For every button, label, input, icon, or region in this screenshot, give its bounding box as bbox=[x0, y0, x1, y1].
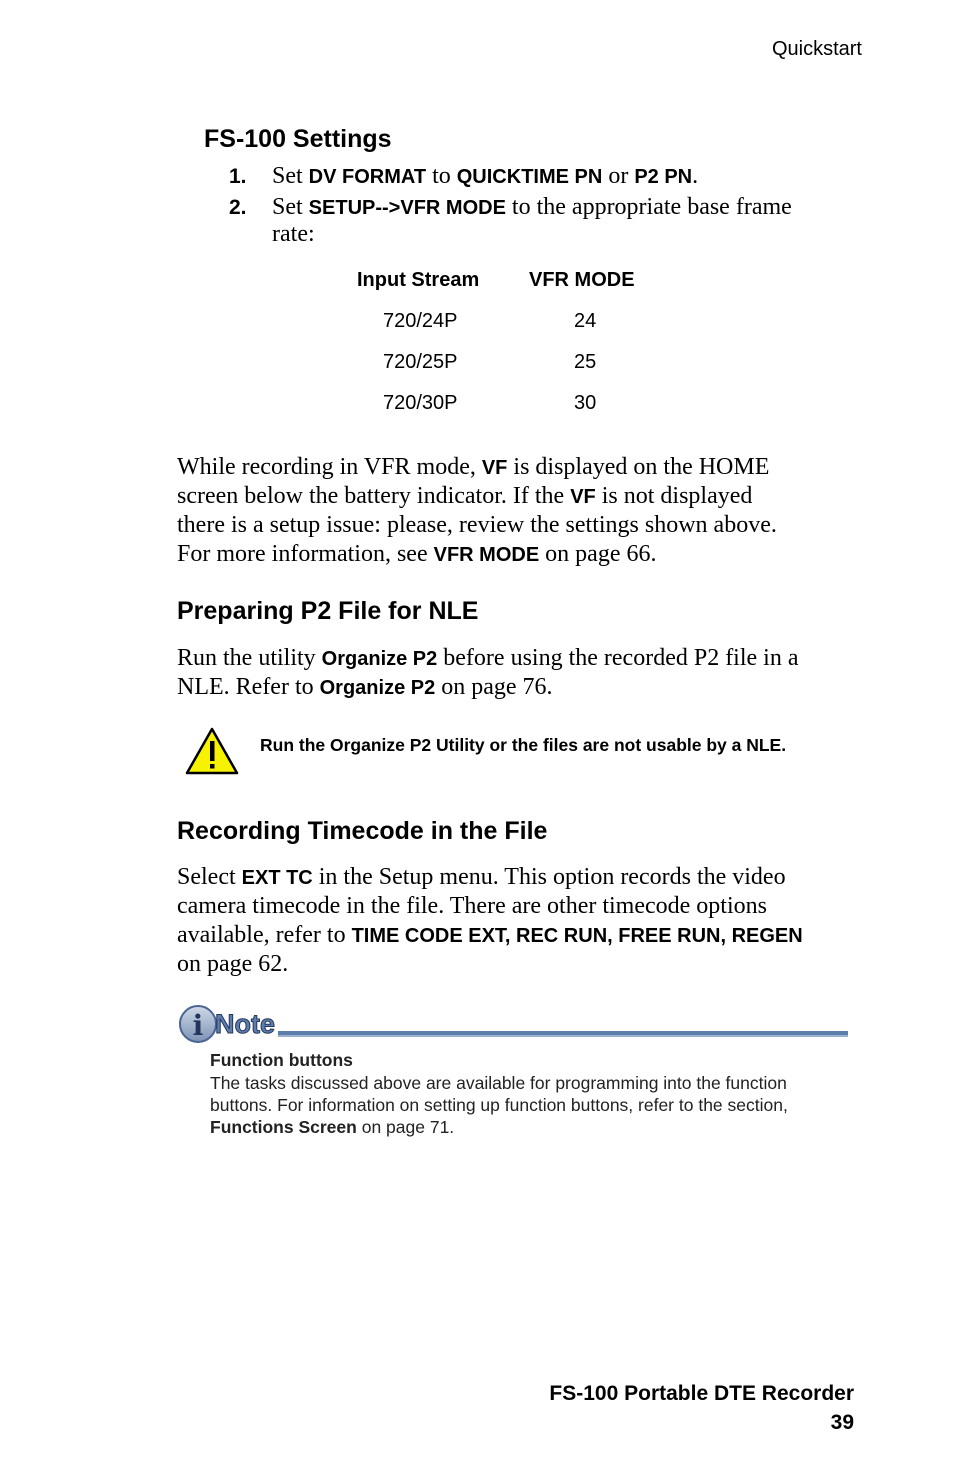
keyword-vf: VF bbox=[481, 457, 508, 479]
text: in the Setup menu. This option records the video bbox=[318, 864, 786, 890]
table-header-input-stream: Input Stream bbox=[357, 269, 480, 291]
note-line: The tasks discussed above are available for programming into the function bbox=[210, 1073, 787, 1093]
step-2 bbox=[229, 193, 792, 223]
paragraph-line bbox=[177, 644, 799, 674]
step-text: Set bbox=[272, 163, 303, 189]
page-number: 39 bbox=[830, 1411, 854, 1434]
step-number: 2. bbox=[229, 196, 247, 219]
table-header-vfr-mode: VFR MODE bbox=[529, 269, 635, 291]
keyword-setup-vfr-mode: SETUP-->VFR MODE bbox=[308, 197, 506, 219]
step-text: . bbox=[692, 163, 699, 189]
running-header: Quickstart bbox=[771, 38, 862, 60]
section-heading-p2: Preparing P2 File for NLE bbox=[177, 597, 479, 625]
paragraph-line bbox=[177, 673, 553, 703]
table-cell-vfr: 25 bbox=[574, 351, 597, 373]
note-line: buttons. For information on setting up function buttons, refer to the section, bbox=[210, 1095, 788, 1115]
section-heading-fs100-settings: FS-100 Settings bbox=[204, 125, 392, 153]
section-heading-timecode: Recording Timecode in the File bbox=[177, 817, 548, 845]
text: on page 66. bbox=[545, 541, 657, 567]
svg-text:i: i bbox=[192, 1009, 204, 1042]
paragraph-line bbox=[177, 863, 786, 893]
keyword-ext-tc: EXT TC bbox=[241, 867, 313, 889]
text: screen below the battery indicator. If the bbox=[177, 483, 565, 509]
paragraph-line: camera timecode in the file. There are other timecode options bbox=[177, 893, 767, 919]
step-text: to bbox=[432, 163, 451, 189]
link-vfr-mode[interactable]: VFR MODE bbox=[433, 544, 540, 566]
paragraph-line bbox=[177, 540, 656, 570]
table-cell-vfr: 24 bbox=[574, 310, 597, 332]
step-text: to the appropriate base frame bbox=[511, 194, 792, 220]
footer-product: FS-100 Portable DTE Recorder bbox=[549, 1382, 854, 1405]
text: is not displayed bbox=[601, 483, 753, 509]
keyword-quicktime-pn: QUICKTIME PN bbox=[456, 166, 603, 188]
text: While recording in VFR mode, bbox=[177, 454, 476, 480]
keyword-p2-pn: P2 PN bbox=[634, 166, 693, 188]
text: NLE. Refer to bbox=[177, 674, 314, 700]
warning-text: Run the Organize P2 Utility or the files are not usable by a NLE. bbox=[260, 735, 787, 755]
text: available, refer to bbox=[177, 922, 346, 948]
paragraph-line bbox=[177, 482, 752, 512]
link-functions-screen[interactable]: Functions Screen bbox=[210, 1117, 357, 1137]
link-organize-p2[interactable]: Organize P2 bbox=[319, 677, 436, 699]
table-cell-input: 720/30P bbox=[383, 392, 458, 414]
text: before using the recorded P2 file in a bbox=[443, 645, 799, 671]
table-cell-input: 720/25P bbox=[383, 351, 458, 373]
table-cell-vfr: 30 bbox=[574, 392, 597, 414]
step-number: 1. bbox=[229, 165, 247, 188]
keyword-vf: VF bbox=[570, 486, 596, 508]
note-line bbox=[210, 1117, 454, 1139]
warning-icon bbox=[185, 727, 239, 775]
paragraph-line: on page 62. bbox=[177, 951, 289, 977]
paragraph-line bbox=[177, 921, 803, 951]
text: Select bbox=[177, 864, 236, 890]
keyword-organize-p2: Organize P2 bbox=[321, 648, 438, 670]
keyword-dv-format: DV FORMAT bbox=[308, 166, 427, 188]
text: on page 76. bbox=[441, 674, 553, 700]
text: Run the utility bbox=[177, 645, 316, 671]
note-title: Function buttons bbox=[210, 1050, 353, 1070]
paragraph-line bbox=[177, 453, 769, 483]
step-text: Set bbox=[272, 194, 303, 220]
step-text: or bbox=[608, 163, 629, 189]
note-banner bbox=[178, 1003, 850, 1047]
text: is displayed on the HOME bbox=[513, 454, 770, 480]
text: on page 71. bbox=[361, 1117, 455, 1137]
step-2-continued: rate: bbox=[272, 221, 315, 247]
paragraph-line: there is a setup issue: please, review the settings shown above. bbox=[177, 512, 777, 538]
link-time-code[interactable]: TIME CODE EXT, REC RUN, FREE RUN, REGEN bbox=[351, 925, 803, 947]
step-1 bbox=[229, 162, 698, 192]
text: For more information, see bbox=[177, 541, 428, 567]
table-cell-input: 720/24P bbox=[383, 310, 458, 332]
note-logo-text: Note bbox=[215, 1009, 275, 1039]
